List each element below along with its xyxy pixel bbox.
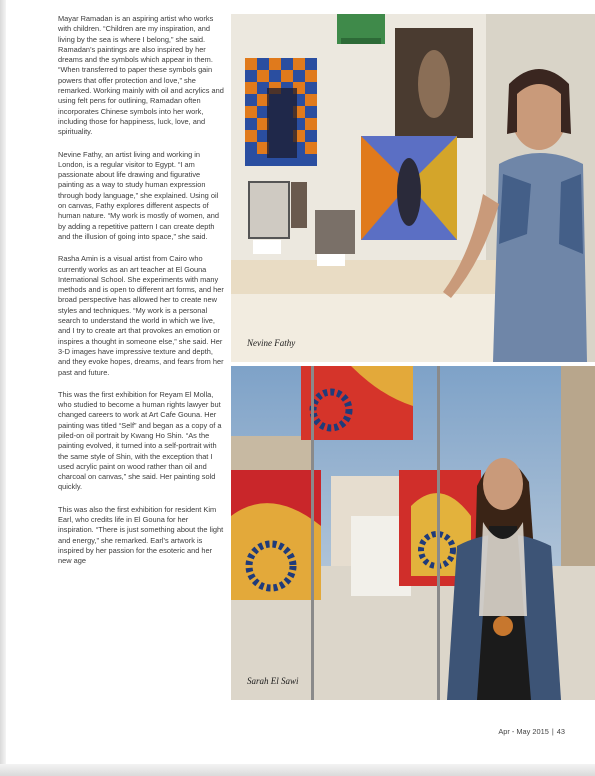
issue-date: Apr - May 2015 xyxy=(498,727,549,736)
outdoor-exhibition-illustration xyxy=(231,366,595,700)
gallery-photo-illustration xyxy=(231,14,595,362)
photo-caption: Nevine Fathy xyxy=(247,338,296,348)
page-footer xyxy=(498,727,565,736)
page-number: 43 xyxy=(556,727,565,736)
photo-nevine-fathy xyxy=(231,14,595,362)
footer-separator: | xyxy=(551,727,554,736)
photo-caption: Sarah El Sawi xyxy=(247,676,299,686)
article-text-column xyxy=(58,14,224,579)
article-paragraph: This was also the first exhibition for resident Kim Earl, who credits life in El Gouna for her inspiration. “There is just something about the light and energy,” she remarked. Earl’s artwork is inspired by her passion for the esoteric and her new age xyxy=(58,504,224,566)
page-edge xyxy=(0,0,6,776)
article-paragraph: This was the first exhibition for Reyam El Molla, who studied to become a human rights lawyer but changed careers to work at Art Cafe Gouna. Her painting was titled “Self” and began as a copy of a piled-on oil portrait by Kwang Ho Shin. “As the painting evolved, it turned into a self-portrait with the same style of Shin, with the exception that I used acrylic paint on wood rather than oil and charcoal on canvas,” she said. Her painting sold quickly. xyxy=(58,389,222,492)
article-paragraph: Rasha Amin is a visual artist from Cairo who currently works as an art teacher at El Gouna International School. She experiments with many methods and is open to different art forms, and her broad perspective has allowed her to create new styles and techniques. “My work is a personal search to understand the world in which we live, and I try to create art that provokes an emotion or inspires a thought in someone else,” she said. Her 3-D images have impressive texture and depth, and they evoke hopes, dreams, and fears from her past and future. xyxy=(58,254,224,377)
photo-sarah-el-sawi xyxy=(231,366,595,700)
article-paragraph: Nevine Fathy, an artist living and working in London, is a regular visitor to Egypt. “I am passionate about life drawing and figurative painting as a way to study human expression through body language,” she explained. Using oil on canvas, Fathy explores different aspects of human nature. “My work is mostly of women, and by adding a repetitive pattern I can create depth and the illusion of going into space,” she said. xyxy=(58,149,220,241)
article-paragraph: Mayar Ramadan is an aspiring artist who works with children. “Children are my inspiration, and living by the sea is where I belong,” she said. Ramadan’s paintings are also inspired by her dreams and the symbols which appear in them. “When transferred to paper these symbols gain powers that offer protection and love,” she remarked. Working mainly with oil and acrylics and using felt pens for outlining, Ramadan often incorporates Chinese symbols into her work, including those for happiness, luck, love, and spirituality. xyxy=(58,14,224,137)
page-bottom-edge xyxy=(0,764,595,776)
